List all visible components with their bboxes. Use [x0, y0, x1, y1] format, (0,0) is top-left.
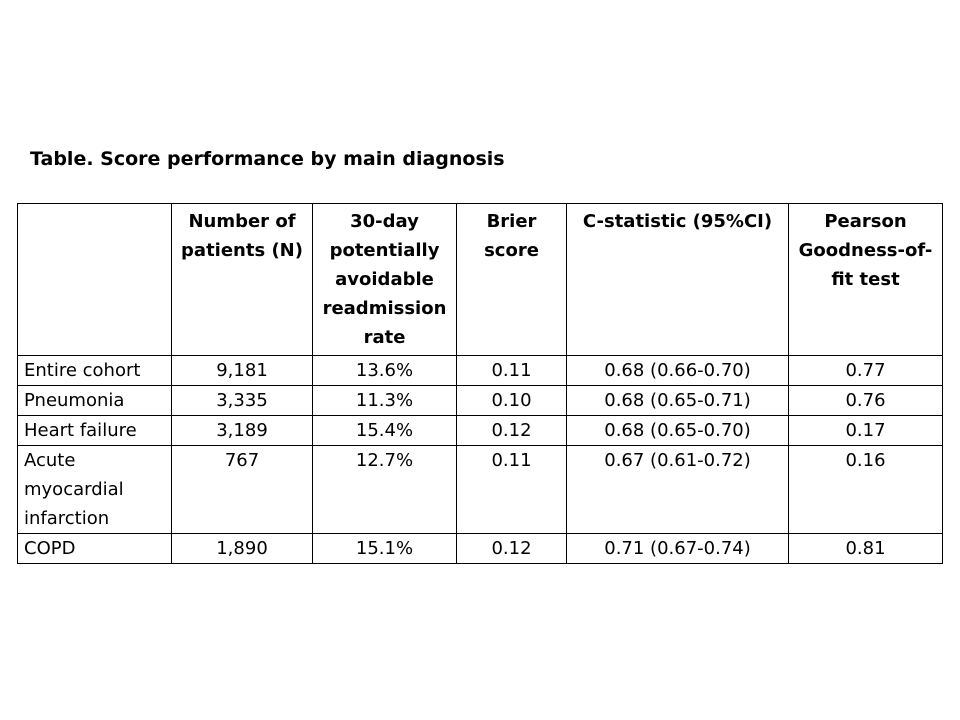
table-cell: 15.1% [313, 534, 457, 564]
table-cell: 3,189 [172, 416, 313, 446]
row-label-cell: Heart failure [18, 416, 172, 446]
table-cell: 0.77 [789, 356, 943, 386]
header-cell-brier-score: Brier score [457, 204, 567, 356]
table-cell: 767 [172, 446, 313, 534]
table-cell: 1,890 [172, 534, 313, 564]
table-cell: 11.3% [313, 386, 457, 416]
table-caption: Table. Score performance by main diagnosis [30, 148, 505, 170]
table-cell: 0.76 [789, 386, 943, 416]
table-row [18, 446, 943, 534]
table-row [18, 416, 943, 446]
table-cell: 15.4% [313, 416, 457, 446]
header-cell-number-of-patients: Number of patients (N) [172, 204, 313, 356]
row-label-cell: Entire cohort [18, 356, 172, 386]
table-cell: 0.71 (0.67-0.74) [567, 534, 789, 564]
table-row [18, 356, 943, 386]
table-cell: 13.6% [313, 356, 457, 386]
table-cell: 0.11 [457, 356, 567, 386]
header-cell-pearson-test: Pearson Goodness-of-fit test [789, 204, 943, 356]
table-row [18, 534, 943, 564]
table-cell: 0.11 [457, 446, 567, 534]
header-cell-readmission-rate: 30-day potentially avoidable readmission rate [313, 204, 457, 356]
score-performance-table [17, 203, 943, 564]
table-cell: 0.12 [457, 416, 567, 446]
table-cell: 0.68 (0.65-0.71) [567, 386, 789, 416]
table-cell: 0.81 [789, 534, 943, 564]
table-cell: 0.68 (0.65-0.70) [567, 416, 789, 446]
table-cell: 0.67 (0.61-0.72) [567, 446, 789, 534]
row-label-cell: Acute myocardial infarction [18, 446, 172, 534]
table-cell: 12.7% [313, 446, 457, 534]
row-label-cell: COPD [18, 534, 172, 564]
table-row [18, 386, 943, 416]
table-cell: 3,335 [172, 386, 313, 416]
table-cell: 0.12 [457, 534, 567, 564]
header-cell-diagnosis [18, 204, 172, 356]
row-label-cell: Pneumonia [18, 386, 172, 416]
table-cell: 0.68 (0.66-0.70) [567, 356, 789, 386]
table-cell: 0.10 [457, 386, 567, 416]
header-cell-c-statistic: C-statistic (95%CI) [567, 204, 789, 356]
table-cell: 0.17 [789, 416, 943, 446]
table-cell: 0.16 [789, 446, 943, 534]
table-cell: 9,181 [172, 356, 313, 386]
header-row [18, 204, 943, 356]
